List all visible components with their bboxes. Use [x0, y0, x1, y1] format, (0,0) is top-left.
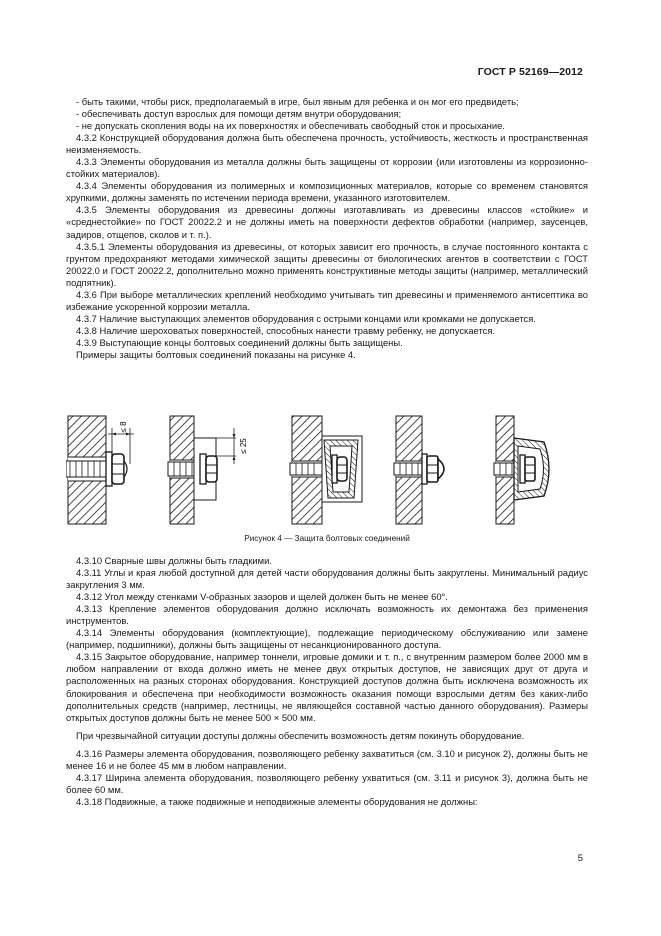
paragraph: - обеспечивать доступ взрослых для помощи детям внутри оборудования; — [76, 108, 402, 120]
paragraph: При чрезвычайной ситуации доступы должны обеспечить возможность детям покинуть оборудование. — [76, 729, 525, 741]
page-number: 5 — [577, 853, 583, 864]
dimension-label-1: ≤ 8 — [119, 421, 128, 433]
bolt-drawing-5 — [494, 416, 549, 524]
paragraph: 4.3.5 Элементы оборудования из древесины должны изготавливать из древесины классов «стойкие» и «среднестойкие» по ГОСТ 20022.2 и не должны иметь на поверхности дефектов обработки (например, заусенцев, задиров, отщепов, сколов и т. п.). — [66, 204, 588, 240]
paragraph: - быть такими, чтобы риск, предполагаемый в игре, был явным для ребенка и он мог его предвидеть; — [76, 96, 519, 107]
paragraph: 4.3.3 Элементы оборудования из металла должны быть защищены от коррозии (или изготовлены из коррозионно-стойких материалов). — [66, 156, 588, 180]
paragraph: - не допускать скопления воды на их поверхностях и обеспечивать свободный сток и просыхание. — [76, 120, 505, 132]
text-block-top — [66, 96, 588, 361]
paragraph: 4.3.17 Ширина элемента оборудования, позволяющего ребенку ухватиться (см. 3.11 и рисунок 3), должна быть не более 60 мм. — [66, 771, 588, 795]
paragraph: Примеры защиты болтовых соединений показаны на рисунке 4. — [76, 348, 356, 360]
paragraph: 4.3.6 При выборе металлических креплений необходимо учитывать тип древесины и применяемого антисептика во избежание ускоренной коррозии металла. — [66, 288, 588, 312]
figure-bolt-protection — [66, 414, 588, 529]
paragraph: 4.3.2 Конструкцией оборудования должна быть обеспечена прочность, устойчивость, жесткость и пространственная неизменяемость. — [66, 132, 588, 156]
paragraph: 4.3.7 Наличие выступающих элементов оборудования с острыми концами или кромками не допускается. — [76, 312, 536, 324]
bolt-drawing-4 — [394, 416, 444, 524]
paragraph: 4.3.15 Закрытое оборудование, например тоннели, игровые домики и т. п., с внутренним размером более 2000 мм в любом направлении от входа должно иметь не менее двух открытых доступов, не зависящих друг от друга и расположенных на разных сторонах оборудования. Конструкцией доступов должна быть исключена возможность их блокирования и обеспечена при необходимости возможность оказания помощи взрослыми детям без каких-либо дополнительных средств (например, лестницы, не являющейся составной частью данного оборудования). Размеры открытых доступов должны быть не менее 500 × 500 мм. — [66, 651, 588, 723]
paragraph: 4.3.10 Сварные швы должны быть гладкими. — [76, 555, 272, 566]
page-header: ГОСТ Р 52169—2012 — [477, 66, 583, 78]
paragraph: 4.3.13 Крепление элементов оборудования должно исключать возможность их демонтажа без применения инструментов. — [66, 603, 588, 627]
bolt-drawings — [66, 414, 588, 529]
paragraph: 4.3.14 Элементы оборудования (комплектующие), подлежащие периодическому обслуживанию или замене (например, подшипники), должны быть защищены от несанкционированного доступа. — [66, 627, 588, 651]
dimension-label-2: ≤ 25 — [239, 438, 248, 454]
paragraph: 4.3.8 Наличие шероховатых поверхностей, способных нанести травму ребенку, не допускается. — [76, 324, 496, 336]
text-block-bottom — [66, 555, 588, 808]
paragraph: 4.3.4 Элементы оборудования из полимерных и композиционных материалов, которые со временем становятся хрупкими, должны заменять по истечении периода времени, указанного изготовителем. — [66, 180, 588, 204]
paragraph: 4.3.18 Подвижные, а также подвижные и неподвижные элементы оборудования не должны: — [76, 795, 478, 807]
paragraph: 4.3.11 Углы и края любой доступной для детей части оборудования должны быть закруглены. Минимальный радиус закругления 3 мм. — [66, 567, 588, 591]
bolt-drawing-1 — [66, 416, 134, 524]
paragraph: 4.3.12 Угол между стенками V-образных зазоров и щелей должен быть не менее 60°. — [76, 591, 448, 603]
paragraph: 4.3.5.1 Элементы оборудования из древесины, от которых зависит его прочность, в случае постоянного контакта с грунтом предохраняют методами химической защиты древесины от биологических агентов в соответствии с ГОСТ 20022.0 и ГОСТ 20022.2, дополнительно можно применять конструктивные методы защиты (например, металлический подпятник). — [66, 240, 588, 288]
paragraph: 4.3.9 Выступающие концы болтовых соединений должны быть защищены. — [76, 336, 403, 348]
figure-caption: Рисунок 4 — Защита болтовых соединений — [244, 534, 410, 543]
paragraph: 4.3.16 Размеры элемента оборудования, позволяющего ребенку захватиться (см. 3.10 и рисунок 2), должны быть не менее 16 и не более 45 мм в любом направлении. — [66, 747, 588, 771]
bolt-drawing-3 — [290, 416, 362, 524]
bolt-drawing-2 — [168, 416, 248, 524]
